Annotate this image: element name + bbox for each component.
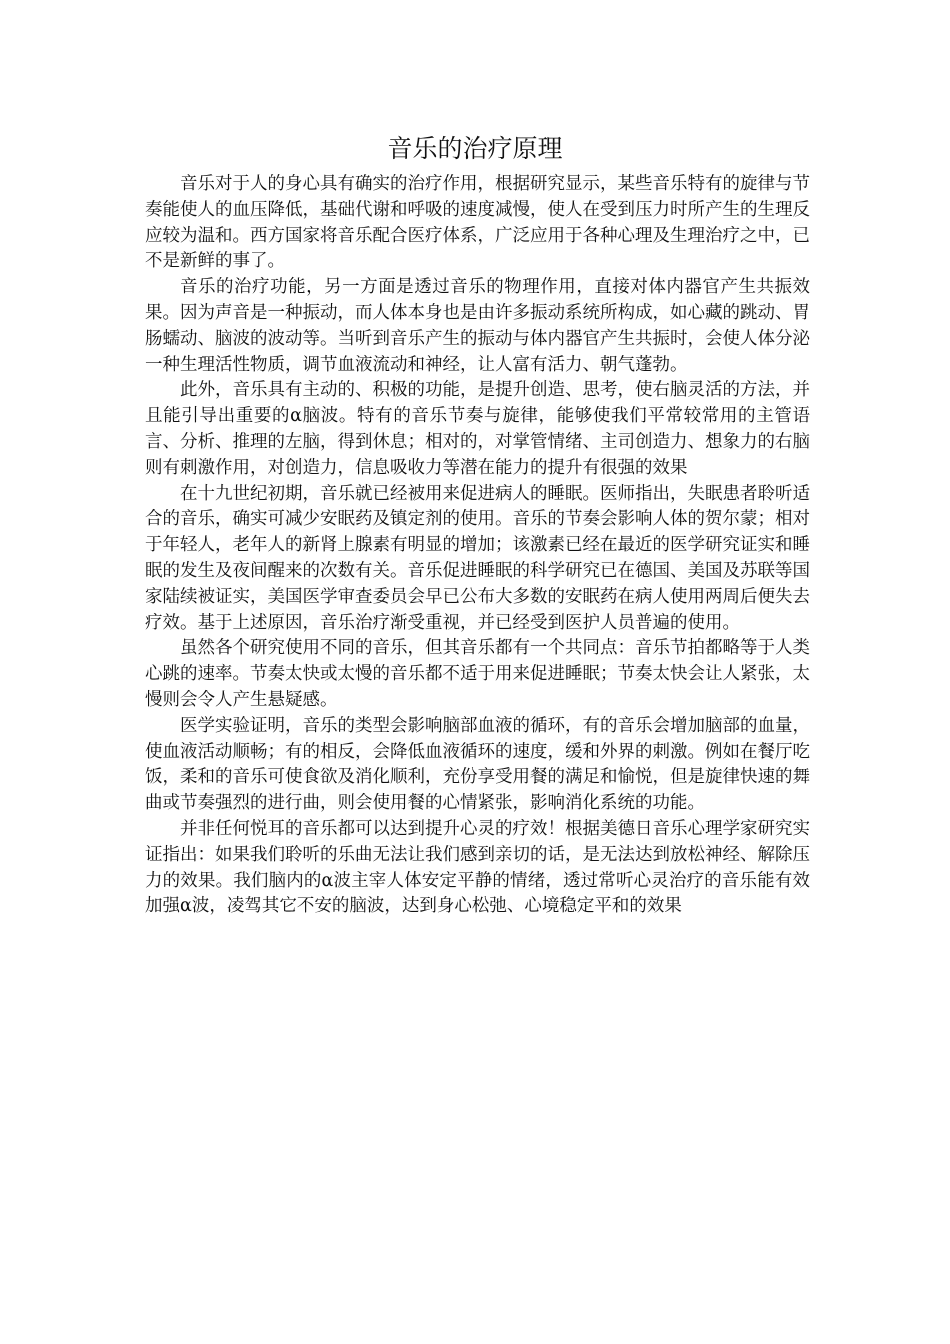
paragraph: 医学实验证明，音乐的类型会影响脑部血液的循环，有的音乐会增加脑部的血量，使血液活动顺畅；有的相反，会降低血液循环的速度，缓和外界的刺激。例如在餐厅吃饭，柔和的音乐可使食欲及消化顺利，充份享受用餐的满足和愉悦，但是旋律快速的舞曲或节奏强烈的进行曲，则会使用餐的心情紧张，影响消化系统的功能。 [145,715,810,814]
document-body [145,172,810,920]
paragraph: 此外，音乐具有主动的、积极的功能，是提升创造、思考，使右脑灵活的方法，并且能引导出重要的α脑波。特有的音乐节奏与旋律，能够使我们平常较常用的主管语言、分析、推理的左脑，得到休息；相对的，对掌管情绪、主司创造力、想象力的右脑则有刺激作用，对创造力，信息吸收力等潜在能力的提升有很强的效果 [145,380,810,478]
paragraph: 音乐对于人的身心具有确实的治疗作用，根据研究显示，某些音乐特有的旋律与节奏能使人的血压降低，基础代谢和呼吸的速度减慢，使人在受到压力时所产生的生理反应较为温和。西方国家将音乐配合医疗体系，广泛应用于各种心理及生理治疗之中，已不是新鲜的事了。 [145,174,810,272]
paragraph: 并非任何悦耳的音乐都可以达到提升心灵的疗效！根据美德日音乐心理学家研究实证指出：如果我们聆听的乐曲无法让我们感到亲切的话，是无法达到放松神经、解除压力的效果。我们脑内的α波主宰人体安定平静的情绪，透过常听心灵治疗的音乐能有效加强α波，凌驾其它不安的脑波，达到身心松弛、心境稳定平和的效果 [145,818,810,917]
document-title: 音乐的治疗原理 [387,134,563,163]
paragraph: 音乐的治疗功能，另一方面是透过音乐的物理作用，直接对体内器官产生共振效果。因为声音是一种振动，而人体本身也是由许多振动系统所构成，如心藏的跳动、胃肠蠕动、脑波的波动等。当听到音乐产生的振动与体内器官产生共振时，会使人体分泌一种生理活性物质，调节血液流动和神经，让人富有活力、朝气蓬勃。 [145,277,810,375]
paragraph: 虽然各个研究使用不同的音乐，但其音乐都有一个共同点：音乐节拍都略等于人类心跳的速率。节奏太快或太慢的音乐都不适于用来促进睡眠；节奏太快会让人紧张，太慢则会令人产生悬疑感。 [145,638,810,710]
paragraph: 在十九世纪初期，音乐就已经被用来促进病人的睡眠。医师指出，失眠患者聆听适合的音乐，确实可减少安眠药及镇定剂的使用。音乐的节奏会影响人体的贺尔蒙；相对于年轻人，老年人的新肾上腺素有明显的增加；该激素已经在最近的医学研究证实和睡眠的发生及夜间醒来的次数有关。音乐促进睡眠的科学研究已在德国、美国及苏联等国家陆续被证实，美国医学审查委员会早已公布大多数的安眠药在病人使用两周后便失去疗效。基于上述原因，音乐治疗渐受重视，并已经受到医护人员普遍的使用。 [145,483,810,633]
